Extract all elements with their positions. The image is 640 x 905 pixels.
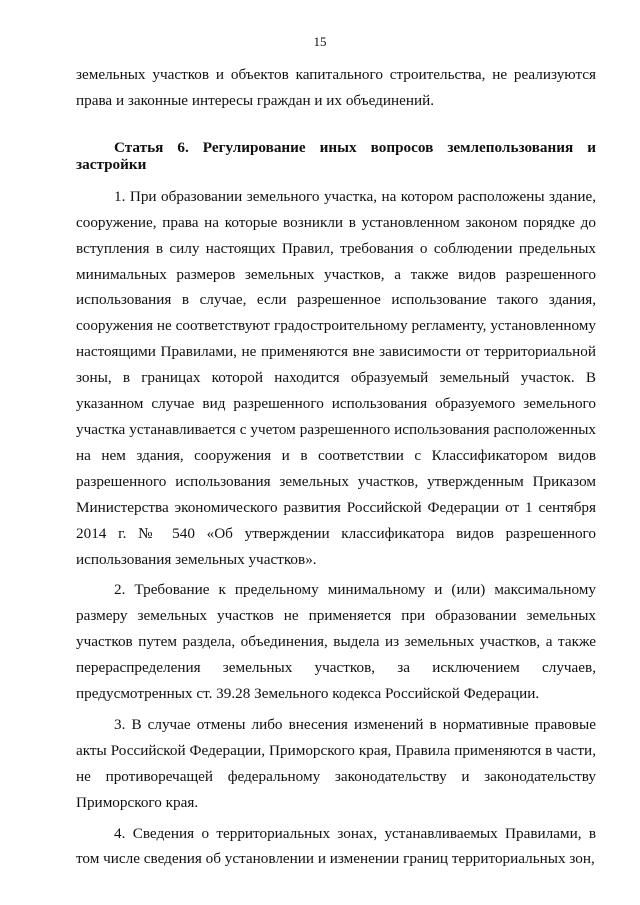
paragraph-2: 2. Требование к предельному минимальному и (или) максимальному размеру земельных участков не применяется при образовании земельных участков путем раздела, объединения, выдела из земельных участков, а также перераспределения земельных участков, за исключением случаев, предусмотренных ст. 39.28 Земельного кодекса Российской Федерации. bbox=[76, 581, 596, 703]
paragraph-1: 1. При образовании земельного участка, на котором расположены здание, сооружение, права на которые возникли в установленном законом порядке до вступления в силу настоящих Правил, требования о соблюдении предельных минимальных размеров земельных участков, а также видов разрешенного использования в случае, если разрешенное использование такого здания, сооружения не соответствуют градостроительному регламенту, установленному настоящими Правилами, не применяются вне зависимости от территориальной зоны, в границах которой находится образуемый земельный участок. В указанном случае вид разрешенного использования образуемого земельного участка устанавливается с учетом разрешенного использования расположенных на нем здания, сооружения и в соответствии с Классификатором видов разрешенного использования земельных участков, утвержденным Приказом Министерства экономического развития Российской Федерации от 1 сентября 2014 г. № 540 «Об утверждении классификатора видов разрешенного использования земельных участков». bbox=[76, 187, 596, 568]
continuation-paragraph: земельных участков и объектов капитального строительства, не реализуются права и законные интересы граждан и их объединений. bbox=[76, 66, 596, 109]
page-number: 15 bbox=[313, 34, 327, 49]
paragraph-3: 3. В случае отмены либо внесения изменений в нормативные правовые акты Российской Федерации, Приморского края, Правила применяются в части, не противоречащей федеральному законодательству и законодательству Приморского края. bbox=[76, 715, 596, 811]
document-body bbox=[76, 62, 596, 872]
article-heading: Статья 6. Регулирование иных вопросов землепользования и застройки bbox=[76, 138, 596, 173]
paragraph-4: 4. Сведения о территориальных зонах, устанавливаемых Правилами, в том числе сведения об установлении и изменении границ территориальных зон, bbox=[76, 824, 596, 868]
